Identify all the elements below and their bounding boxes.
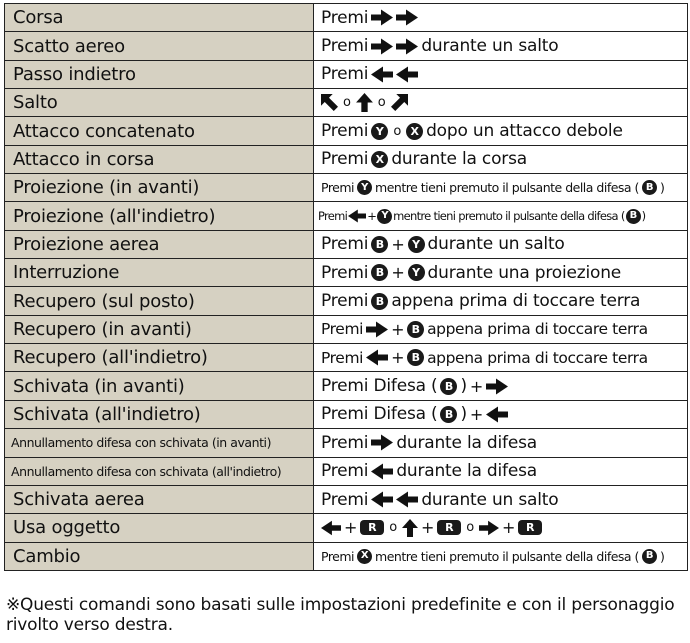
premi-text: Premi [321, 149, 369, 170]
table-row [5, 514, 688, 542]
table-row [5, 259, 688, 287]
plus-text: + [391, 263, 405, 283]
input-cell [314, 372, 688, 400]
input-cell [314, 287, 688, 315]
arrow-right-icon [371, 9, 393, 26]
arrow-left-icon [371, 66, 393, 83]
premi-text: Premi [321, 548, 355, 564]
action-label: Recupero (in avanti) [5, 315, 314, 343]
b-button-icon: B [371, 264, 388, 281]
or-text: o [377, 95, 386, 111]
plus-text: + [391, 348, 405, 368]
input-description: appena prima di toccare terra [391, 291, 641, 312]
or-text: o [466, 520, 474, 536]
close-paren: ) [659, 548, 665, 564]
x-button-icon: X [406, 123, 423, 140]
premi-text: Premi Difesa ( [321, 404, 438, 425]
input-cell [314, 4, 688, 32]
arrow-left-icon [396, 66, 418, 83]
table-row [5, 117, 688, 145]
arrow-left-icon [348, 209, 366, 223]
input-description: durante un salto [421, 36, 559, 57]
premi-text: Premi [318, 209, 348, 224]
input-cell [314, 514, 688, 542]
premi-text: Premi [321, 64, 369, 85]
input-description: durante la difesa [396, 461, 537, 482]
input-cell [314, 60, 688, 88]
premi-text: Premi [321, 432, 369, 453]
premi-text: Premi [321, 291, 369, 312]
input-cell [314, 117, 688, 145]
b-button-icon: B [626, 209, 641, 224]
arrow-right-icon [396, 9, 418, 26]
table-row [5, 344, 688, 372]
action-label: Proiezione aerea [5, 230, 314, 258]
plus-text: + [420, 518, 435, 538]
action-label: Passo indietro [5, 60, 314, 88]
close-paren: ) [659, 180, 665, 196]
action-label: Cambio [5, 542, 314, 570]
close-paren: ) [460, 376, 467, 397]
table-row [5, 145, 688, 173]
input-description: durante un salto [421, 489, 559, 510]
y-button-icon: Y [408, 236, 425, 253]
plus-text: + [469, 376, 484, 396]
arrow-right-icon [366, 321, 388, 338]
action-label: Corsa [5, 4, 314, 32]
action-label: Schivata aerea [5, 485, 314, 513]
input-description: dopo un attacco debole [426, 121, 623, 142]
input-cell [314, 400, 688, 428]
or-text: o [343, 95, 351, 111]
or-text: o [393, 123, 402, 139]
r-button-icon: R [518, 520, 542, 535]
table-row [5, 542, 688, 570]
r-button-icon: R [360, 520, 384, 535]
input-description: durante una proiezione [427, 262, 622, 283]
input-cell [314, 259, 688, 287]
table-row [5, 32, 688, 60]
x-button-icon: X [371, 151, 388, 168]
input-description: durante la difesa [396, 432, 537, 453]
action-label: Attacco concatenato [5, 117, 314, 145]
action-label: Salto [5, 89, 314, 117]
y-button-icon: Y [357, 180, 372, 195]
table-row [5, 400, 688, 428]
input-cell [314, 457, 688, 485]
input-description: mentre tieni premuto il pulsante della difesa ( [393, 209, 625, 224]
premi-text: Premi [321, 489, 369, 510]
arrow-left-icon [371, 463, 393, 480]
input-description: appena prima di toccare terra [427, 320, 648, 339]
input-cell [314, 202, 688, 230]
table-row [5, 457, 688, 485]
table-row [5, 485, 688, 513]
controls-table [4, 3, 688, 571]
premi-text: Premi [321, 348, 364, 367]
action-label: Schivata (in avanti) [5, 372, 314, 400]
plus-text: + [469, 404, 484, 424]
b-button-icon: B [371, 293, 388, 310]
table-row [5, 89, 688, 117]
action-label: Schivata (all'indietro) [5, 400, 314, 428]
or-text: o [389, 520, 397, 536]
table-row [5, 429, 688, 457]
footnote: ※Questi comandi sono basati sulle impostazioni predefinite e con il personaggio rivolto verso destra. [6, 595, 675, 635]
premi-text: Premi [321, 36, 369, 57]
action-label: Annullamento difesa con schivata (all'indietro) [5, 457, 314, 485]
arrow-left-icon [396, 491, 418, 508]
input-cell [314, 32, 688, 60]
input-cell [314, 174, 688, 202]
b-button-icon: B [371, 236, 388, 253]
arrow-up-icon [402, 519, 418, 537]
close-paren: ) [641, 209, 646, 224]
b-button-icon: B [440, 406, 457, 423]
input-cell [314, 485, 688, 513]
plus-text: + [501, 518, 516, 538]
action-label: Usa oggetto [5, 514, 314, 542]
input-cell [314, 344, 688, 372]
arrow-up-left-icon [321, 94, 338, 111]
r-button-icon: R [437, 520, 461, 535]
input-cell [314, 230, 688, 258]
table-row [5, 372, 688, 400]
arrow-right-icon [479, 520, 499, 536]
premi-text: Premi [321, 461, 369, 482]
input-cell [314, 145, 688, 173]
plus-text: + [344, 518, 358, 538]
action-label: Scatto aereo [5, 32, 314, 60]
action-label: Proiezione (all'indietro) [5, 202, 314, 230]
premi-text: Premi [321, 121, 369, 142]
y-button-icon: Y [371, 123, 388, 140]
arrow-up-right-icon [391, 94, 408, 111]
plus-text: + [367, 209, 377, 224]
arrow-right-icon [396, 38, 418, 55]
arrow-right-icon [486, 378, 508, 395]
premi-text: Premi [321, 234, 369, 255]
table-row [5, 174, 688, 202]
input-cell [314, 89, 688, 117]
b-button-icon: B [407, 321, 424, 338]
b-button-icon: B [642, 180, 657, 195]
table-row [5, 287, 688, 315]
arrow-left-icon [366, 349, 388, 366]
input-cell [314, 315, 688, 343]
action-label: Recupero (all'indietro) [5, 344, 314, 372]
input-cell [314, 429, 688, 457]
premi-text: Premi [321, 262, 369, 283]
x-button-icon: X [357, 549, 372, 564]
arrow-left-icon [321, 520, 341, 536]
b-button-icon: B [407, 349, 424, 366]
b-button-icon: B [440, 378, 457, 395]
premi-text: Premi Difesa ( [321, 376, 438, 397]
plus-text: + [391, 319, 405, 339]
premi-text: Premi [321, 180, 355, 196]
plus-text: + [391, 234, 405, 254]
input-description: durante un salto [427, 234, 565, 255]
action-label: Interruzione [5, 259, 314, 287]
arrow-left-icon [371, 491, 393, 508]
y-button-icon: Y [377, 209, 392, 224]
premi-text: Premi [321, 7, 369, 28]
action-label: Recupero (sul posto) [5, 287, 314, 315]
input-cell [314, 542, 688, 570]
arrow-right-icon [371, 434, 393, 451]
y-button-icon: Y [408, 264, 425, 281]
action-label: Annullamento difesa con schivata (in avanti) [5, 429, 314, 457]
b-button-icon: B [642, 549, 657, 564]
input-description: mentre tieni premuto il pulsante della difesa ( [375, 180, 639, 196]
arrow-up-icon [356, 93, 373, 112]
arrow-left-icon [486, 406, 508, 423]
close-paren: ) [460, 404, 467, 425]
input-description: mentre tieni premuto il pulsante della difesa ( [375, 548, 639, 564]
table-row [5, 315, 688, 343]
table-row [5, 230, 688, 258]
premi-text: Premi [321, 320, 364, 339]
table-row [5, 60, 688, 88]
input-description: durante la corsa [391, 149, 527, 170]
action-label: Proiezione (in avanti) [5, 174, 314, 202]
input-description: appena prima di toccare terra [427, 348, 648, 367]
action-label: Attacco in corsa [5, 145, 314, 173]
table-row [5, 202, 688, 230]
table-row [5, 4, 688, 32]
arrow-right-icon [371, 38, 393, 55]
